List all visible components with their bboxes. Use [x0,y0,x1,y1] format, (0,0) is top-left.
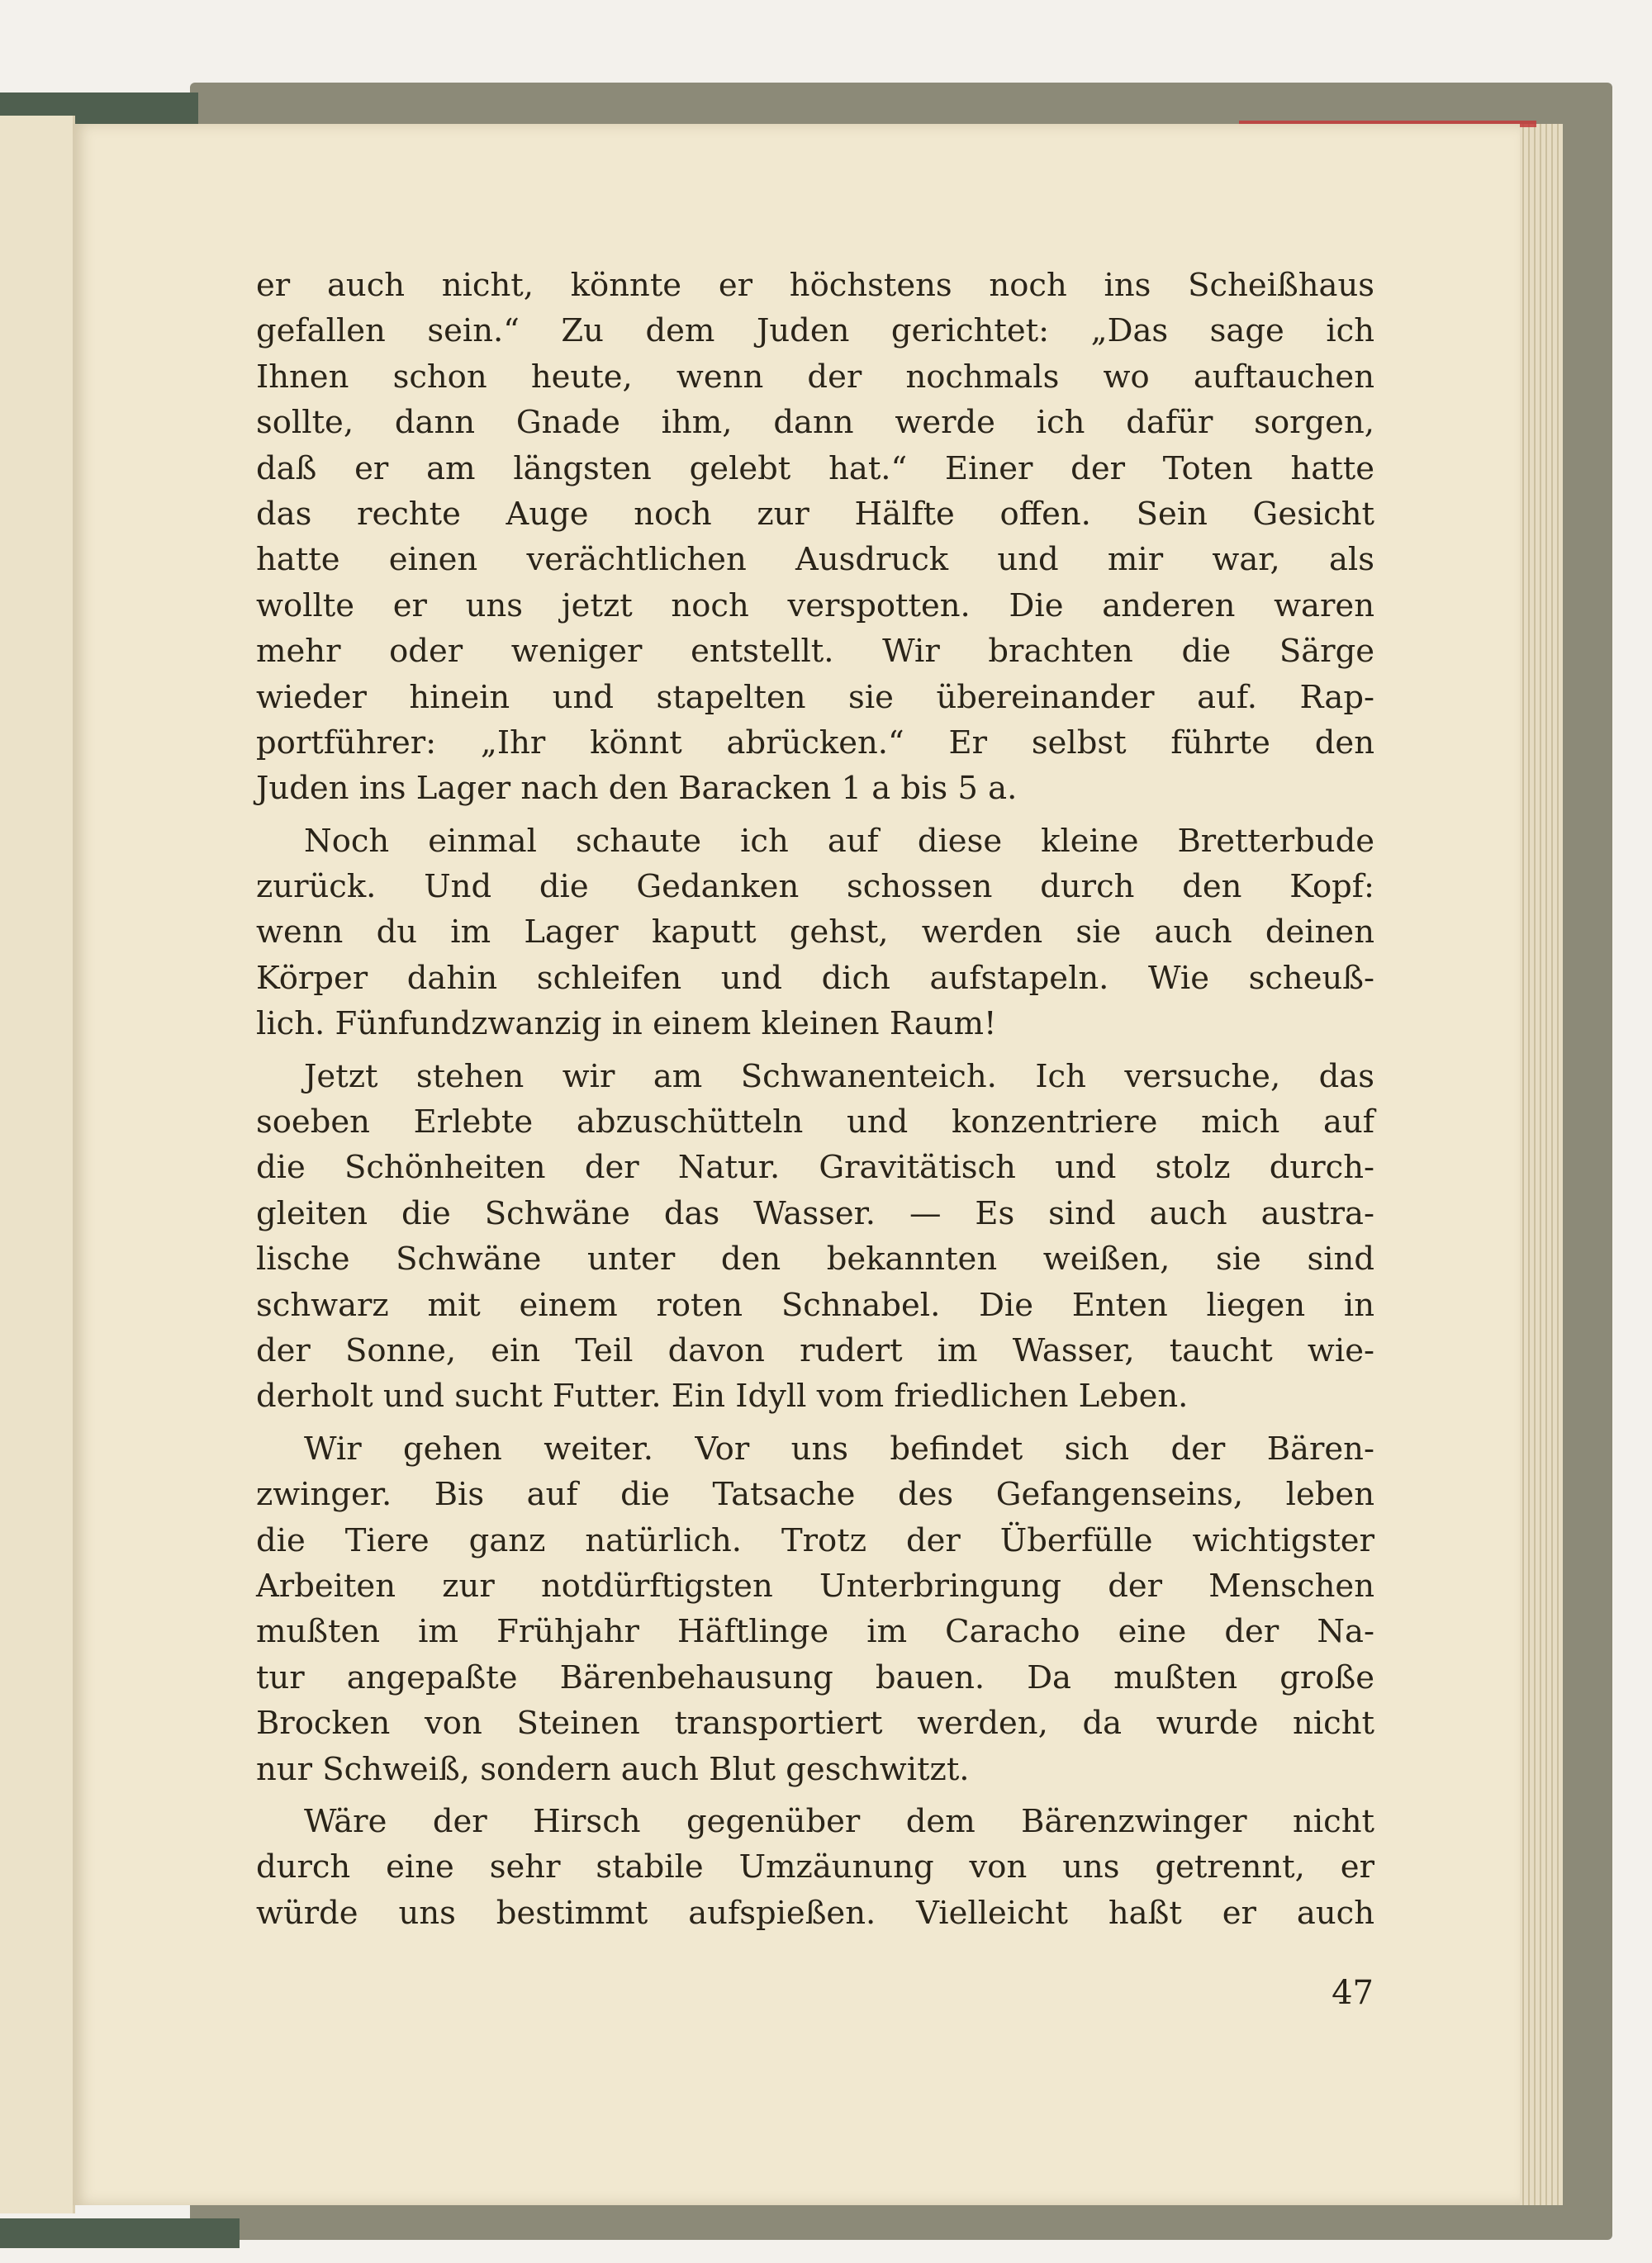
text-line: hatte einen verächtlichen Ausdruck und mir war, als [256,541,1374,579]
paragraph-3 [256,1054,1374,1420]
text-line: wollte er uns jetzt noch verspotten. Die anderen waren [256,586,1374,624]
body-text [256,263,1374,1936]
spine-cloth-bottom [0,2218,240,2248]
previous-page-edge [0,116,75,2213]
text-line: mußten im Frühjahr Häftlinge im Caracho eine der Na- [256,1613,1374,1651]
text-line: die Schönheiten der Natur. Gravitätisch und stolz durch- [256,1149,1374,1187]
text-line: lich. Fünfundzwanzig in einem kleinen Raum! [256,1005,997,1043]
text-line: durch eine sehr stabile Umzäunung von uns getrennt, er [256,1848,1374,1886]
text-line: Noch einmal schaute ich auf diese kleine Bretterbude [304,822,1374,860]
text-line: die Tiere ganz natürlich. Trotz der Überfülle wichtigster [256,1521,1374,1559]
paragraph-4 [256,1426,1374,1792]
paragraph-5 [256,1799,1374,1936]
text-line: zwinger. Bis auf die Tatsache des Gefangenseins, leben [256,1476,1374,1514]
paragraph-1 [256,263,1374,812]
text-line: Wäre der Hirsch gegenüber dem Bärenzwinger nicht [304,1802,1374,1840]
text-line: portführer: „Ihr könnt abrücken.“ Er selbst führte den [256,723,1374,761]
book-page [73,124,1520,2205]
text-line: Arbeiten zur notdürftigsten Unterbringung der Menschen [256,1567,1374,1605]
text-line: Jetzt stehen wir am Schwanenteich. Ich versuche, das [304,1057,1374,1095]
text-line: das rechte Auge noch zur Hälfte offen. Sein Gesicht [256,495,1374,533]
text-line: daß er am längsten gelebt hat.“ Einer der Toten hatte [256,449,1374,487]
text-line: wieder hinein und stapelten sie übereinander auf. Rap- [256,678,1374,716]
text-line: Juden ins Lager nach den Baracken 1 a bis 5 a. [256,770,1018,808]
page-block-edges [1518,124,1563,2205]
text-line: würde uns bestimmt aufspießen. Vielleicht haßt er auch [256,1894,1374,1932]
text-line: Wir gehen weiter. Vor uns befindet sich der Bären- [304,1430,1374,1468]
text-line: derholt und sucht Futter. Ein Idyll vom friedlichen Leben. [256,1378,1189,1416]
text-line: schwarz mit einem roten Schnabel. Die Enten liegen in [256,1286,1374,1324]
text-line: nur Schweiß, sondern auch Blut geschwitzt. [256,1750,970,1788]
text-line: der Sonne, ein Teil davon rudert im Wasser, taucht wie- [256,1331,1374,1369]
page-number: 47 [1332,1974,1374,2012]
text-line: tur angepaßte Bärenbehausung bauen. Da mußten große [256,1658,1374,1696]
text-line: Körper dahin schleifen und dich aufstapeln. Wie scheuß- [256,959,1374,997]
text-line: lische Schwäne unter den bekannten weißen, sie sind [256,1241,1374,1279]
text-line: wenn du im Lager kaputt gehst, werden sie auch deinen [256,913,1374,951]
text-line: Ihnen schon heute, wenn der nochmals wo auftauchen [256,358,1374,396]
text-line: Brocken von Steinen transportiert werden, da wurde nicht [256,1705,1374,1743]
text-line: soeben Erlebte abzuschütteln und konzentriere mich auf [256,1103,1374,1141]
text-line: sollte, dann Gnade ihm, dann werde ich dafür sorgen, [256,404,1374,442]
text-line: zurück. Und die Gedanken schossen durch den Kopf: [256,868,1374,906]
paragraph-2 [256,818,1374,1047]
text-line: gefallen sein.“ Zu dem Juden gerichtet: „Das sage ich [256,312,1374,350]
text-line: mehr oder weniger entstellt. Wir brachten die Särge [256,633,1374,671]
text-line: gleiten die Schwäne das Wasser. — Es sind auch austra- [256,1194,1374,1232]
text-line: er auch nicht, könnte er höchstens noch ins Scheißhaus [256,267,1374,304]
